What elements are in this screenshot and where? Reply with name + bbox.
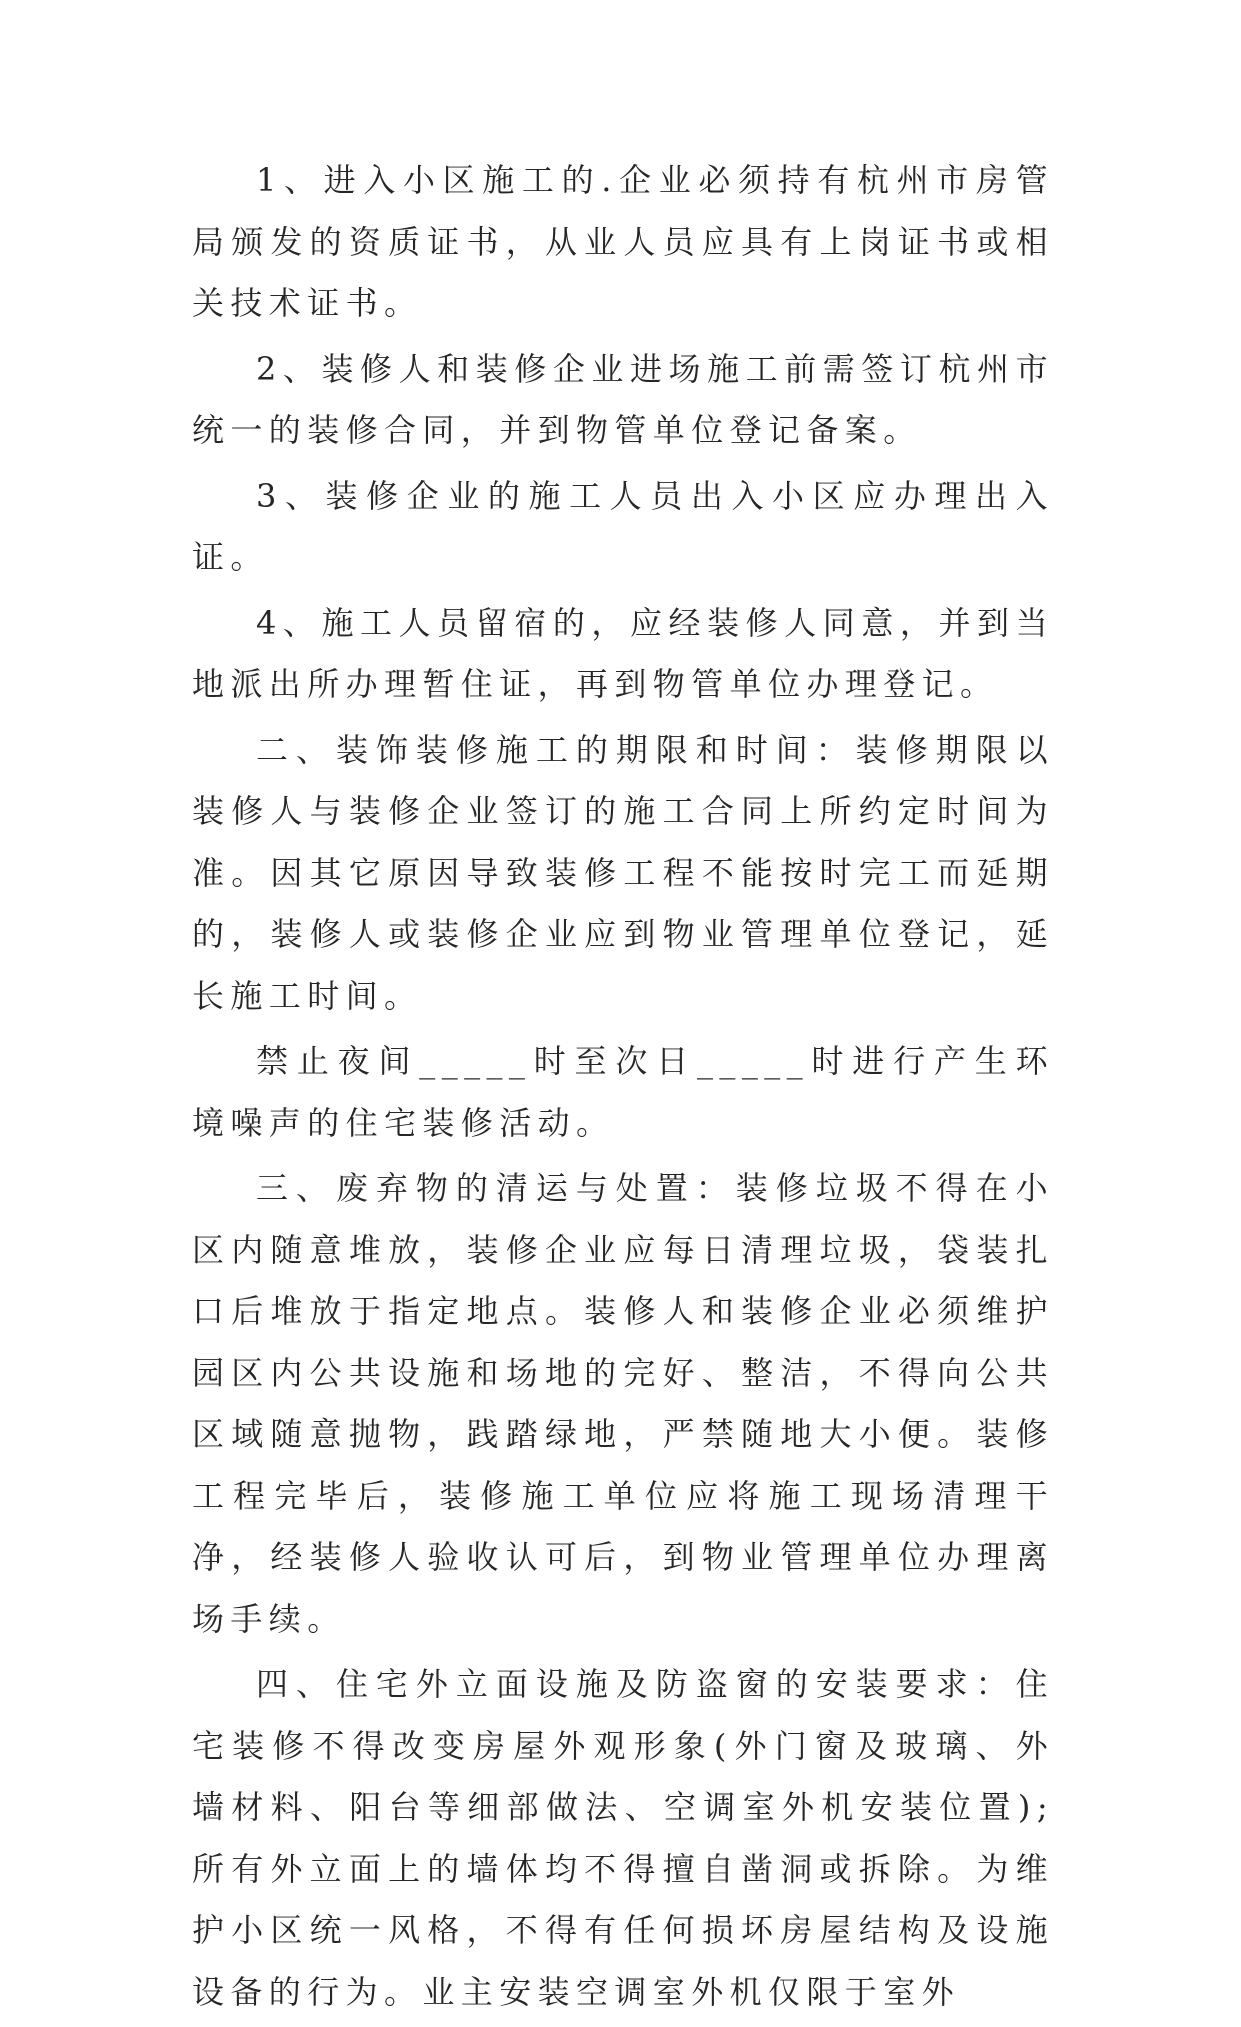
paragraph-section-3: 三、废弃物的清运与处置：装修垃圾不得在小区内随意堆放，装修企业应每日清理垃圾，袋装扎口后堆放于指定地点。装修人和装修企业必须维护园区内公共设施和场地的完好、整洁，不得向公共区域随意抛物，践踏绿地，严禁随地大小便。装修工程完毕后，装修施工单位应将施工现场清理干净，经装修人验收认可后，到物业管理单位办理离场手续。 xyxy=(192,1169,1054,1638)
document-body xyxy=(192,150,1054,2027)
paragraph-section-4: 四、住宅外立面设施及防盗窗的安装要求：住宅装修不得改变房屋外观形象(外门窗及玻璃、外墙材料、阳台等细部做法、空调室外机安装位置);所有外立面上的墙体均不得擅自凿洞或拆除。为维护小区统一风格，不得有任何损坏房屋结构及设施设备的行为。业主安装空调室外机仅限于室外 xyxy=(192,1665,1054,2011)
paragraph-4: 4、施工人员留宿的，应经装修人同意，并到当地派出所办理暂住证，再到物管单位办理登记。 xyxy=(192,603,1054,703)
paragraph-3: 3、装修企业的施工人员出入小区应办理出入证。 xyxy=(192,476,1054,576)
paragraph-night-ban: 禁止夜间_____时至次日_____时进行产生环境噪声的住宅装修活动。 xyxy=(192,1042,1054,1142)
paragraph-section-2: 二、装饰装修施工的期限和时间：装修期限以装修人与装修企业签订的施工合同上所约定时间为准。因其它原因导致装修工程不能按时完工而延期的，装修人或装修企业应到物业管理单位登记，延长施工时间。 xyxy=(192,730,1054,1015)
paragraph-1: 1、进入小区施工的.企业必须持有杭州市房管局颁发的资质证书，从业人员应具有上岗证书或相关技术证书。 xyxy=(192,161,1054,322)
paragraph-2: 2、装修人和装修企业进场施工前需签订杭州市统一的装修合同，并到物管单位登记备案。 xyxy=(192,349,1054,449)
